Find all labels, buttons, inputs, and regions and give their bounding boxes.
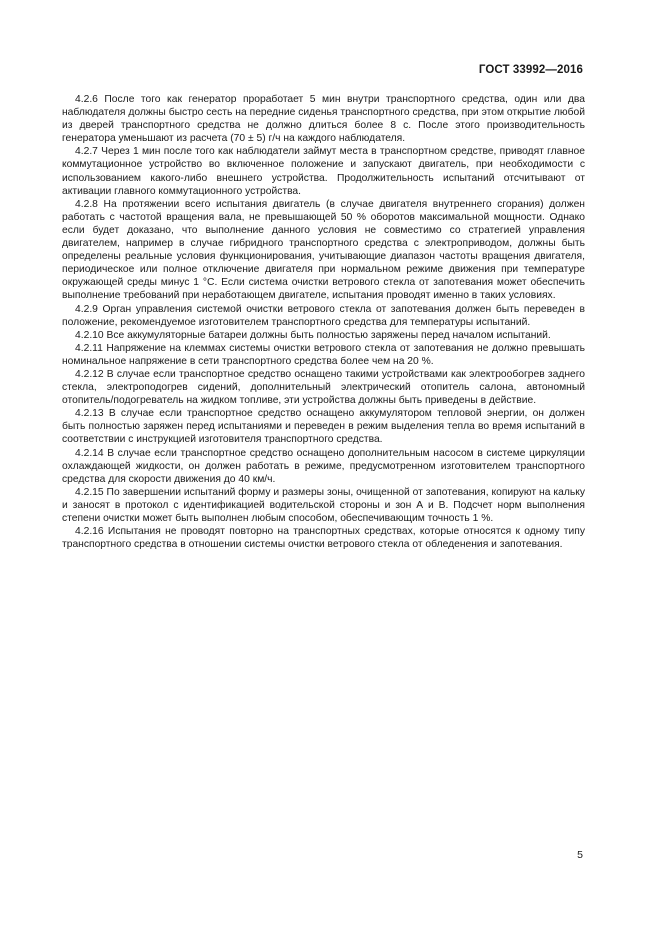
paragraph-4-2-10: 4.2.10 Все аккумуляторные батареи должны быть полностью заряжены перед началом испытаний. xyxy=(75,329,551,341)
paragraph-4-2-16: 4.2.16 Испытания не проводят повторно на транспортных средствах, которые относятся к одному типу транспортного средства в отношении системы очистки ветрового стекла от обледенения и запотевания. xyxy=(62,526,585,551)
paragraph-4-2-13: 4.2.13 В случае если транспортное средство оснащено аккумулятором тепловой энергии, он должен быть полностью заряжен перед испытаниями и переведен в режим выделения тепла во время испытаний в соответствии с инструкцией изготовителя транспортного средства. xyxy=(62,408,585,446)
paragraph-4-2-8: 4.2.8 На протяжении всего испытания двигатель (в случае двигателя внутреннего сгорания) должен работать с частотой вращения вала, не превышающей 50 % оборотов максимальной мощности. Однако если будет доказано, что выполнение данного условия не совместимо со стратегией управления двигателем, например в случае гибридного транспортного средства с электроприводом, должны быть определены реальные условия функционирования, учитывающие диапазон частоты вращения двигателя, периодическое или полное отключение двигателя при нормальном режиме движения при температуре окружающей среды минус 1 °С. Если система очистки ветрового стекла от запотевания может обеспечить выполнение требований при неработающем двигателе, испытания проводят именно в таких условиях. xyxy=(62,198,585,302)
paragraph-4-2-9: 4.2.9 Орган управления системой очистки ветрового стекла от запотевания должен быть переведен в положение, рекомендуемое изготовителем транспортного средства для температуры испытаний. xyxy=(62,303,585,328)
page-number: 5 xyxy=(577,849,583,861)
paragraph-4-2-7: 4.2.7 Через 1 мин после того как наблюдатели займут места в транспортном средстве, приводят главное коммутационное устройство во включенное положение и запускают двигатель, при необходимости с использованием какого-либо внешнего устройства. Продолжительность испытаний отсчитывают от активации главного коммутационного устройства. xyxy=(62,146,585,197)
paragraph-4-2-11: 4.2.11 Напряжение на клеммах системы очистки ветрового стекла от запотевания не должно превышать номинальное напряжение в сети транспортного средства более чем на 20 %. xyxy=(62,342,585,367)
paragraph-4-2-14: 4.2.14 В случае если транспортное средство оснащено дополнительным насосом в системе циркуляции охлаждающей жидкости, он должен работать в режиме, предусмотренном изготовителем транспортного средства для скорости движения до 40 км/ч. xyxy=(62,447,585,485)
paragraph-4-2-12: 4.2.12 В случае если транспортное средство оснащено такими устройствами как электрообогрев заднего стекла, электроподогрев сидений, дополнительный электрический отопитель салона, автономный отопитель/подогреватель на жидком топливе, эти устройства должны быть приведены в действие. xyxy=(62,368,585,407)
paragraph-4-2-6: 4.2.6 После того как генератор проработает 5 мин внутри транспортного средства, один или два наблюдателя должны быстро сесть на передние сиденья транспортного средства, при этом открытие любой из дверей транспортного средства не должно длиться более 8 с. После этого производительность генератора уменьшают из расчета (70 ± 5) г/ч на каждого наблюдателя. xyxy=(62,94,585,145)
document-body xyxy=(62,93,585,551)
paragraph-4-2-15: 4.2.15 По завершении испытаний форму и размеры зоны, очищенной от запотевания, копируют на кальку и заносят в протокол с идентификацией водительской стороны и зон А и В. Подсчет норм выполнения степени очистки может быть выполнен любым способом, обеспечивающим точность 1 %. xyxy=(62,486,585,524)
document-id-header: ГОСТ 33992—2016 xyxy=(478,64,583,76)
